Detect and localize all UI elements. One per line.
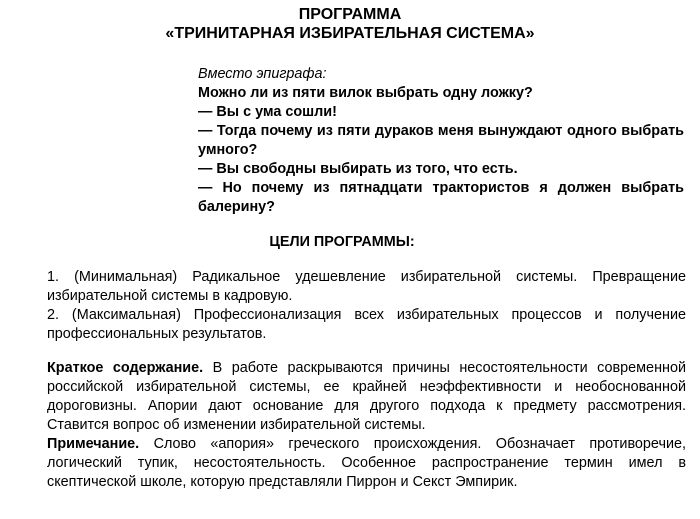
goals-heading: ЦЕЛИ ПРОГРАММЫ: <box>269 234 415 250</box>
note-text: Слово «апория» греческого происхождения. Обозначает противоречие, логический тупик, несостоятельность. Особенное распространение термин имел в скептической школе, которую представляли Пиррон и Секст Эмпирик. <box>47 436 686 490</box>
program-title-line-1: ПРОГРАММА <box>298 6 402 23</box>
program-title-line-2: «ТРИНИТАРНАЯ ИЗБИРАТЕЛЬНАЯ СИСТЕМА» <box>165 25 535 42</box>
epigraph-line: — Вы с ума сошли! <box>198 104 337 120</box>
epigraph-line: — Тогда почему из пяти дураков меня вынуждают одного выбрать умного? <box>198 123 684 158</box>
summary-label: Краткое содержание. <box>47 360 204 376</box>
epigraph-block <box>198 65 684 217</box>
epigraph-intro: Вместо эпиграфа: <box>198 66 327 82</box>
goal-item-maximal: 2. (Максимальная) Профессионализация всех избирательных процессов и получение профессиональных результатов. <box>47 307 686 342</box>
epigraph-line: — Вы свободны выбирать из того, что есть. <box>198 161 518 177</box>
note-label: Примечание. <box>47 436 140 452</box>
epigraph-line: Можно ли из пяти вилок выбрать одну ложку? <box>198 85 533 101</box>
note-paragraph <box>47 435 686 492</box>
summary-text: В работе раскрываются причины несостоятельности современной российской избирательной системы, ее крайней неэффективности и необоснованной дороговизны. Апории дают основание для другого подхода к предмету рассмотрения. Ставится вопрос об изменении избирательной системы. <box>47 360 687 433</box>
summary-paragraph <box>47 359 686 435</box>
goal-item-minimal: 1. (Минимальная) Радикальное удешевление избирательной системы. Превращение избирательной системы в кадровую. <box>47 269 686 304</box>
goals-list <box>47 268 686 344</box>
epigraph-line: — Но почему из пятнадцати трактористов я должен выбрать балерину? <box>198 180 684 215</box>
